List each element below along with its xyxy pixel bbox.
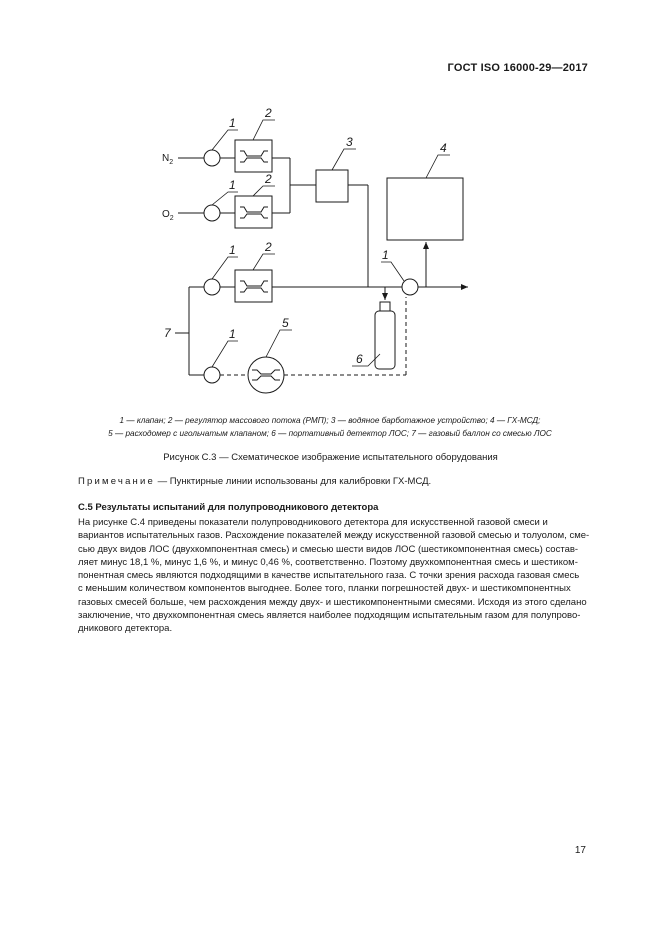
valve-n2 [204,150,220,166]
note-lead: Примечание [78,476,155,487]
gc-msd [387,178,463,240]
paragraph-line: дникового детектора. [78,623,173,635]
label-cylinder: 7 [164,326,171,340]
note-text: — Пунктирные линии использованы для калибровки ГХ-МСД. [155,476,432,487]
valve-outlet [402,279,418,295]
note [78,476,598,487]
paragraph-line: сью двух видов ЛОС (двухкомпонентная смесь) и смесью шести видов ЛОС (шестикомпонентная смесь) состав- [78,543,579,555]
legend-line: 1 — клапан; 2 — регулятор массового потока (РМП); 3 — водяное барботажное устройство; 4 — ГХ-МСД; [119,416,541,425]
figure-legend [80,414,580,440]
figure-caption: Рисунок С.3 — Схематическое изображение испытательного оборудования [163,452,498,463]
flowmeter-needle-valve [248,357,284,393]
mfc-o2 [235,196,272,228]
water-bubbler [316,170,348,202]
paragraph-line: ляет минус 18,1 %, минус 1,6 %, и минус 0,46 %, соответственно. Поэтому двухкомпонентная смесь и шестиком- [78,556,578,568]
label-flowmeter: 5 [282,316,289,330]
label-mfc-row3: 2 [265,240,272,254]
section-title: С.5 Результаты испытаний для полупроводникового детектора [78,502,379,513]
gas-label-o2: $O_2$ [162,209,174,222]
valve-o2 [204,205,220,221]
page-number: 17 [574,845,586,856]
label-valve-row3: 1 [229,243,236,257]
label-valve-outlet: 1 [382,248,389,262]
label-gc-msd: 4 [440,141,447,155]
legend-line: 5 — расходомер с игольчатым клапаном; 6 — портативный детектор ЛОС; 7 — газовый баллон со смесью ЛОС [108,429,552,438]
gas-label-n2: $N_2$ [162,153,174,166]
mfc-row3 [235,270,272,302]
paragraph-line: заключение, что двухкомпонентная смесь является наиболее подходящим испытательным газом для полупрово- [78,610,581,622]
standard-header: ГОСТ ISO 16000-29—2017 [447,62,588,74]
valve-row3 [204,279,220,295]
equipment-schematic [0,0,661,410]
label-valve-o2: 1 [229,178,236,192]
label-voc-detector: 6 [356,352,363,366]
paragraph-line: вариантов испытательных газов. Расхождение показателей между искусственной газовой смесью и толуолом, сме- [78,530,590,542]
valve-calibration [204,367,220,383]
label-mfc-o2: 2 [265,172,272,186]
label-valve-calibration: 1 [229,327,236,341]
portable-voc-detector [375,311,395,369]
section-paragraph [78,516,592,636]
paragraph-line: На рисунке С.4 приведены показатели полупроводникового детектора для искусственной газовой смеси и [78,517,548,528]
paragraph-line: с меньшим количеством компонентов выгоднее. Более того, планки погрешностей двух- и шестикомпонентных [78,583,571,595]
paragraph-line: газовых смесей больше, чем расхождения между двух- и шестикомпонентными смесями. Исходя из этого сделано [78,596,587,608]
label-bubbler: 3 [346,135,353,149]
paragraph-line: понентная смесь являются подходящими в качестве испытательного газа. С точки зрения расхода газовая смесь [78,570,580,582]
label-valve-n2: 1 [229,116,236,130]
mfc-n2 [235,140,272,172]
label-mfc-n2: 2 [265,106,272,120]
